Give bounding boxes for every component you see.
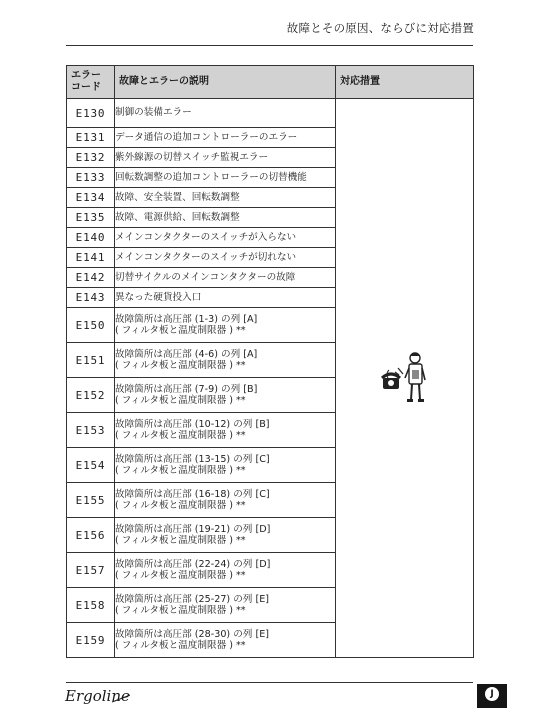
error-description-subtext: ( フィルタ板と温度制限器 ) ** — [115, 395, 246, 406]
error-description-text: メインコンタクターのスイッチが切れない — [115, 251, 297, 263]
error-description-text: 故障箇所は高圧部 (16-18) の列 [C] — [115, 488, 270, 500]
error-description-subtext: ( フィルタ板と温度制限器 ) ** — [115, 360, 246, 371]
error-code-cell: E133 — [67, 168, 115, 188]
error-code-cell: E150 — [67, 308, 115, 343]
error-description-subtext: ( フィルタ板と温度制限器 ) ** — [115, 605, 246, 616]
error-description-text: 故障箇所は高圧部 (1-3) の列 [A] — [115, 313, 258, 325]
error-code-cell: E156 — [67, 518, 115, 553]
error-code-cell: E143 — [67, 288, 115, 308]
error-code-cell: E131 — [67, 128, 115, 148]
error-description-cell — [115, 228, 336, 248]
error-description-text: 故障箇所は高圧部 (22-24) の列 [D] — [115, 558, 271, 570]
error-description-cell — [115, 148, 336, 168]
error-description-text: 故障、安全装置、回転数調整 — [115, 191, 240, 203]
page-header-title: 故障とその原因、ならびに対応措置 — [286, 21, 474, 35]
error-code-cell: E157 — [67, 553, 115, 588]
error-code-cell: E142 — [67, 268, 115, 288]
error-description-cell — [115, 268, 336, 288]
error-description-cell — [115, 128, 336, 148]
error-description-cell — [115, 623, 336, 658]
error-description-subtext: ( フィルタ板と温度制限器 ) ** — [115, 465, 246, 476]
error-description-text: 故障箇所は高圧部 (13-15) の列 [C] — [115, 453, 270, 465]
error-code-cell: E155 — [67, 483, 115, 518]
error-description-cell — [115, 483, 336, 518]
column-header-action: 対応措置 — [336, 66, 474, 99]
error-description-text: 故障箇所は高圧部 (7-9) の列 [B] — [115, 383, 258, 395]
error-code-cell: E130 — [67, 99, 115, 128]
column-header-code-line2: コード — [71, 82, 101, 93]
error-description-cell — [115, 378, 336, 413]
error-description-cell — [115, 553, 336, 588]
error-code-cell: E158 — [67, 588, 115, 623]
error-description-cell — [115, 208, 336, 228]
table-header-row — [67, 66, 474, 99]
error-description-text: 故障箇所は高圧部 (19-21) の列 [D] — [115, 523, 271, 535]
table-body — [67, 99, 474, 658]
error-description-cell — [115, 188, 336, 208]
table-row — [67, 99, 474, 128]
error-description-cell — [115, 343, 336, 378]
error-description-cell — [115, 588, 336, 623]
error-description-subtext: ( フィルタ板と温度制限器 ) ** — [115, 325, 246, 336]
error-code-cell: E132 — [67, 148, 115, 168]
error-description-text: 故障箇所は高圧部 (4-6) の列 [A] — [115, 348, 258, 360]
error-description-cell — [115, 448, 336, 483]
error-code-cell: E152 — [67, 378, 115, 413]
error-description-text: 故障箇所は高圧部 (10-12) の列 [B] — [115, 418, 270, 430]
error-description-cell — [115, 288, 336, 308]
error-description-subtext: ( フィルタ板と温度制限器 ) ** — [115, 535, 246, 546]
error-description-text: メインコンタクターのスイッチが入らない — [115, 231, 297, 243]
column-header-code — [67, 66, 115, 99]
error-description-subtext: ( フィルタ板と温度制限器 ) ** — [115, 640, 246, 651]
error-description-text: 回転数調整の追加コントローラーの切替機能 — [115, 171, 307, 183]
error-code-cell: E141 — [67, 248, 115, 268]
error-description-text: 故障箇所は高圧部 (28-30) の列 [E] — [115, 628, 269, 640]
error-description-text: 異なった硬貨投入口 — [115, 291, 202, 303]
error-description-text: 制御の装備エラー — [115, 107, 192, 119]
error-code-cell: E135 — [67, 208, 115, 228]
error-code-cell: E154 — [67, 448, 115, 483]
technician-phone-icon — [379, 348, 431, 408]
error-description-text: 切替サイクルのメインコンタクターの故障 — [115, 271, 296, 283]
error-description-text: 故障、電源供給、回転数調整 — [115, 211, 240, 223]
error-description-cell — [115, 248, 336, 268]
error-description-cell — [115, 168, 336, 188]
error-description-text: 紫外線源の切替スイッチ監視エラー — [115, 151, 269, 163]
error-description-subtext: ( フィルタ板と温度制限器 ) ** — [115, 500, 246, 511]
error-code-cell: E159 — [67, 623, 115, 658]
error-description-text: 故障箇所は高圧部 (25-27) の列 [E] — [115, 593, 269, 605]
error-description-text: データ通信の追加コントローラーのエラー — [115, 131, 298, 143]
error-code-cell: E134 — [67, 188, 115, 208]
svg-text:Ergoline: Ergoline — [65, 687, 130, 705]
error-description-cell — [115, 413, 336, 448]
action-cell — [336, 99, 474, 658]
error-description-cell — [115, 99, 336, 128]
error-description-subtext: ( フィルタ板と温度制限器 ) ** — [115, 430, 246, 441]
column-header-code-line1: エラー — [71, 70, 101, 81]
error-description-cell — [115, 308, 336, 343]
error-code-table — [66, 65, 474, 658]
error-description-cell — [115, 518, 336, 553]
header-divider — [66, 45, 473, 46]
error-code-cell: E151 — [67, 343, 115, 378]
column-header-description: 故障とエラーの説明 — [115, 66, 336, 99]
error-code-cell: E153 — [67, 413, 115, 448]
page-badge-letter: J — [485, 687, 499, 701]
page-language-badge — [477, 684, 507, 708]
ergoline-logo — [64, 683, 134, 713]
error-description-subtext: ( フィルタ板と温度制限器 ) ** — [115, 570, 246, 581]
error-code-cell: E140 — [67, 228, 115, 248]
